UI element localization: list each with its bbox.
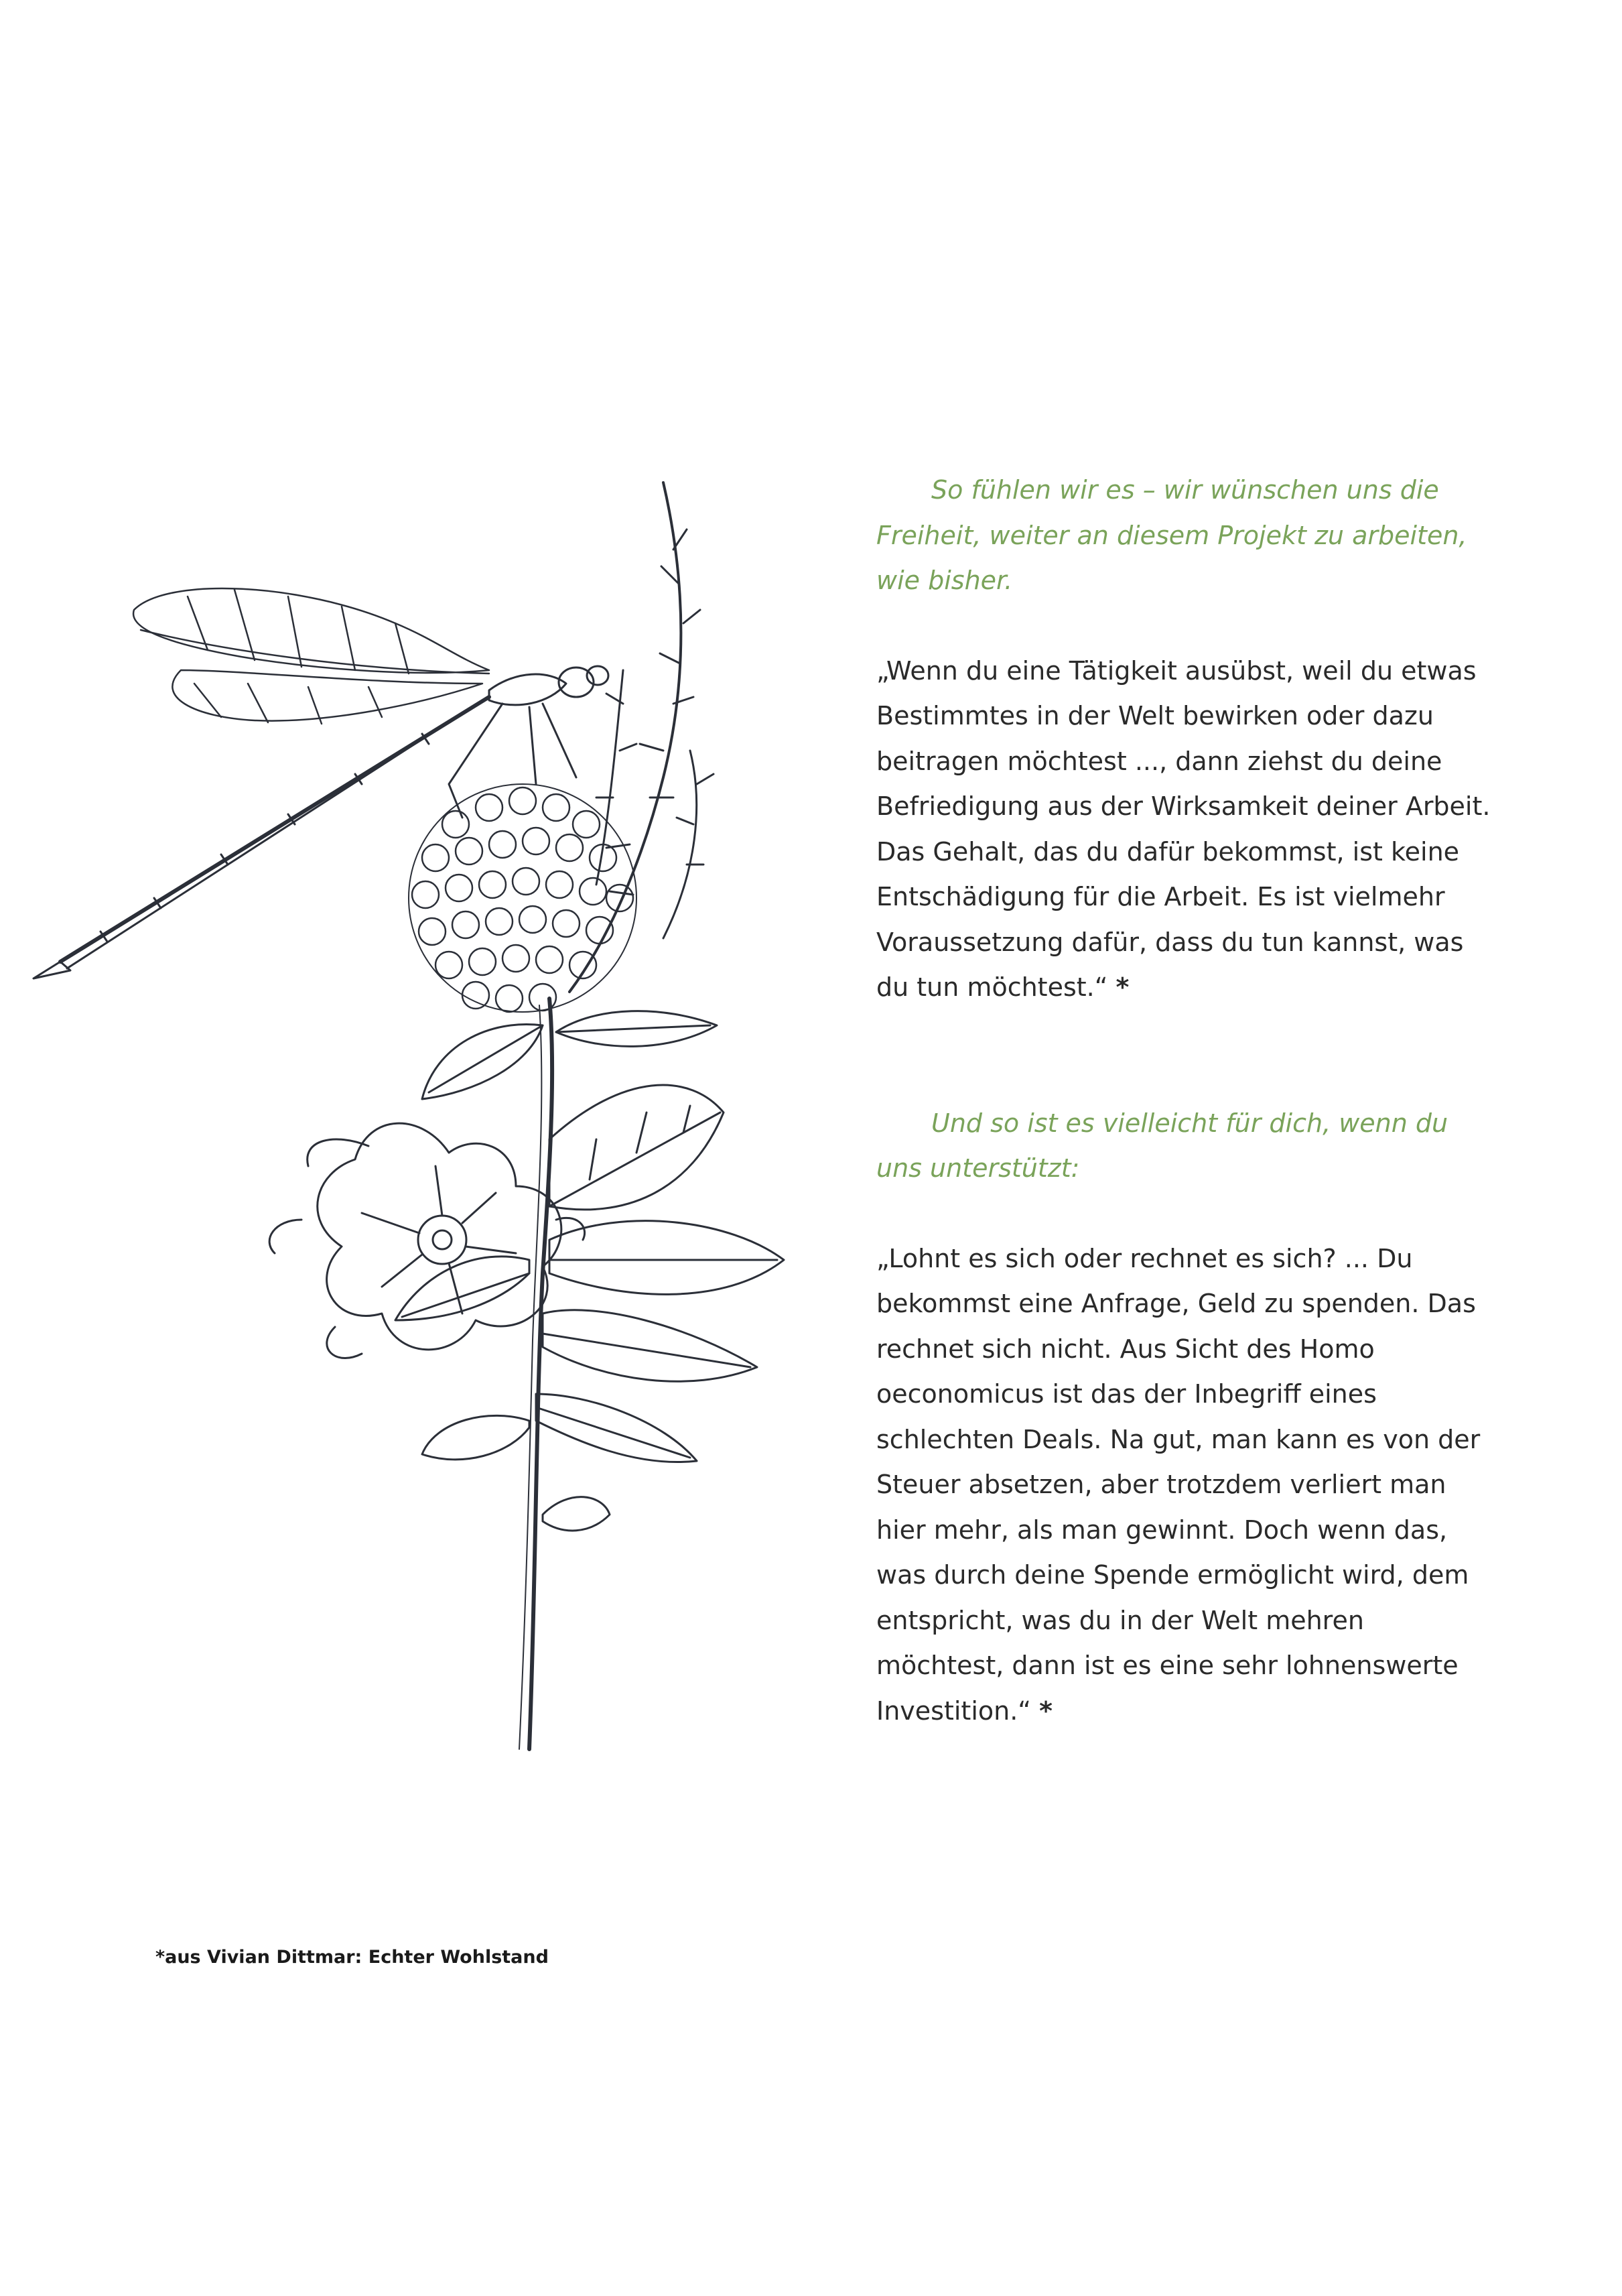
section2-quote-text: „Lohnt es sich oder rechnet es sich? ... Du bekommst eine Anfrage, Geld zu spenden. Das rechnet sich nicht. Aus Sicht des Homo oeconomicus ist das der Inbegriff eines schlechten Deals. Na gut, man kann es von der Steuer absetzen, aber trotzdem verliert man hier mehr, als man gewinnt. Doch wenn das, was durch deine Spende ermöglicht wird, dem entspricht, was du in der Welt mehren möchtest, dann ist es eine sehr lohnenswerte Investition.“ xyxy=(876,1243,1481,1726)
footnote: *aus Vivian Dittmar: Echter Wohlstand xyxy=(155,1947,549,1968)
section1-quote xyxy=(876,649,1499,1011)
section2-intro: Und so ist es vielleicht für dich, wenn du uns unterstützt: xyxy=(876,1108,1448,1183)
text-column xyxy=(876,468,1499,1734)
dragonfly-illustration-icon xyxy=(20,469,811,1763)
grass-stalk xyxy=(569,483,714,992)
dragonfly-wings xyxy=(133,588,489,724)
leaves xyxy=(395,1011,784,1531)
dragonfly-body xyxy=(33,666,608,978)
section2-quote xyxy=(876,1236,1499,1734)
clover-flowerhead xyxy=(409,784,636,1012)
section2-footnote-marker: * xyxy=(1039,1696,1053,1726)
section1-quote-text: „Wenn du eine Tätigkeit ausübst, weil du etwas Bestimmtes in der Welt bewirken oder dazu beitragen möchtest ..., dann ziehst du deine Befriedigung aus der Wirksamkeit deiner Arbeit. Das Gehalt, das du dafür bekommst, ist keine Entschädigung für die Arbeit. Es ist vielmehr Voraussetzung dafür, dass du tun kannst, was du tun möchtest.“ xyxy=(876,655,1491,1002)
section1-intro: So fühlen wir es – wir wünschen uns die Freiheit, weiter an diesem Projekt zu arbeiten, wie bisher. xyxy=(876,475,1467,595)
section1-footnote-marker: * xyxy=(1116,972,1130,1002)
